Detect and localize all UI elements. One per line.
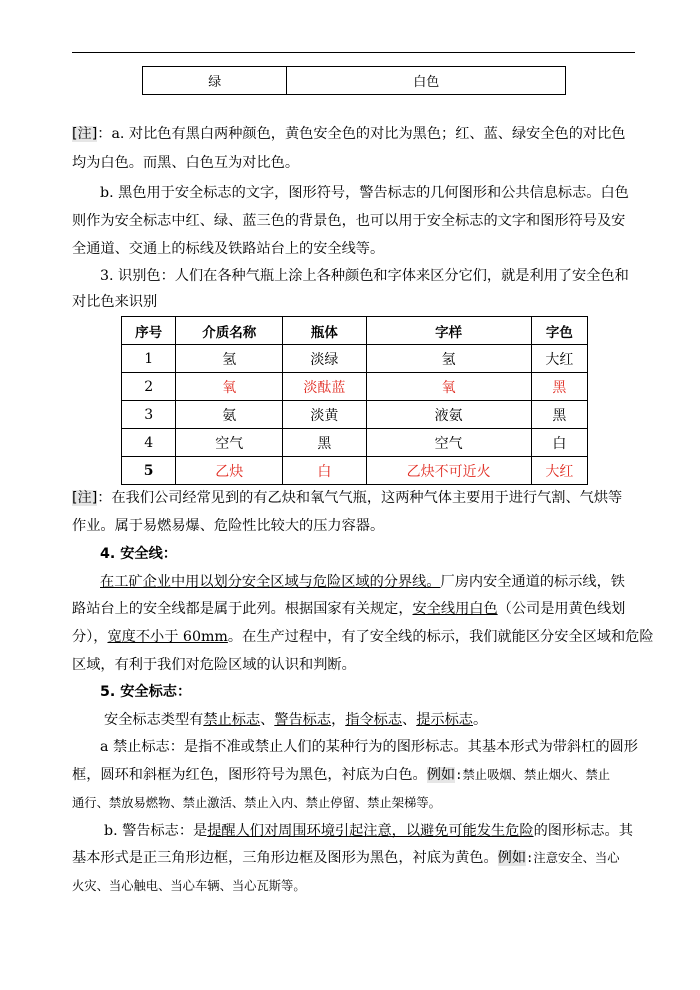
section4-heading: 4. 安全线： xyxy=(100,546,177,562)
text-span: :注意安全、当心 xyxy=(526,851,620,865)
section5-a-line2 xyxy=(72,765,610,785)
note1-line1 xyxy=(72,124,626,144)
section4-line2 xyxy=(72,599,625,619)
para3-line2: 对比色来识别 xyxy=(72,294,158,310)
table-cell: 大红 xyxy=(531,345,587,373)
text-span: 厂房内安全通道的标示线，铁 xyxy=(440,574,625,590)
text-span: （公司是用黄色线划 xyxy=(497,601,626,617)
table-cell: 2 xyxy=(122,373,176,401)
text-span: 的图形标志。其 xyxy=(533,823,633,839)
table-cell: 淡酞蓝 xyxy=(283,373,366,401)
type-prohibition: 禁止标志 xyxy=(203,712,261,728)
table-row xyxy=(122,345,588,373)
para3-line1: 3. 识别色：人们在各种气瓶上涂上各种颜色和字体来区分它们，就是利用了安全色和 xyxy=(100,268,629,284)
section5-b-line3: 火灾、当心触电、当心车辆、当心瓦斯等。 xyxy=(72,879,306,893)
column-header: 介质名称 xyxy=(176,317,283,345)
underlined-rule: 安全线用白色 xyxy=(412,601,498,617)
section4-line4: 区域，有利于我们对危险区域的认识和判断。 xyxy=(72,657,356,673)
example-label: 例如 xyxy=(426,767,456,783)
table-cell: 1 xyxy=(122,345,176,373)
text-span: 。 xyxy=(473,712,488,728)
table-cell: 白色 xyxy=(287,67,566,95)
para-b-line1: b. 黑色用于安全标志的文字，图形符号，警告标志的几何图形和公共信息标志。白色 xyxy=(100,185,629,201)
section5-types xyxy=(104,710,487,730)
table-cell: 黑 xyxy=(531,401,587,429)
underlined-definition: 在工矿企业中用以划分安全区域与危险区域的分界线。 xyxy=(100,574,441,590)
column-header: 字色 xyxy=(531,317,587,345)
text-span: 分）， xyxy=(72,629,108,645)
text-span: 路站台上的安全线都是属于此列。根据国家有关规定， xyxy=(72,601,413,617)
table-cell: 氧 xyxy=(366,373,531,401)
table-cell: 空气 xyxy=(176,429,283,457)
table-cell: 乙炔不可近火 xyxy=(366,457,531,485)
underlined-width: 宽度不小于 60mm xyxy=(107,629,228,645)
table-cell: 黑 xyxy=(531,373,587,401)
note1-text: ：a. 对比色有黑白两种颜色，黄色安全色的对比为黑色；红、蓝、绿安全色的对比色 xyxy=(97,126,626,142)
color-table xyxy=(142,66,566,95)
text-span: 框，圆环和斜框为红色，图形符号为黑色，衬底为白色。 xyxy=(72,767,427,783)
table-header-row xyxy=(122,317,588,345)
column-header: 瓶体 xyxy=(283,317,366,345)
column-header: 字样 xyxy=(366,317,531,345)
table-cell: 3 xyxy=(122,401,176,429)
note2-line2: 作业。属于易燃易爆、危险性比较大的压力容器。 xyxy=(72,518,385,534)
note2-text: ：在我们公司经常见到的有乙炔和氧气气瓶，这两种气体主要用于进行气割、气烘等 xyxy=(97,490,623,506)
text-span: ， xyxy=(331,712,346,728)
example-label: 例如 xyxy=(497,850,527,866)
table-cell: 乙炔 xyxy=(176,457,283,485)
table-cell: 空气 xyxy=(366,429,531,457)
table-cell: 绿 xyxy=(143,67,287,95)
note1-line2: 均为白色。而黑、白色互为对比色。 xyxy=(72,155,300,171)
table-cell: 4 xyxy=(122,429,176,457)
para-b-line2: 则作为安全标志中红、绿、蓝三色的背景色，也可以用于安全标志的文字和图形符号及安 xyxy=(72,213,626,229)
table-row xyxy=(122,429,588,457)
table-cell: 氢 xyxy=(366,345,531,373)
table-cell: 氨 xyxy=(176,401,283,429)
text-span: 安全标志类型有 xyxy=(104,712,204,728)
note-bracket: [注] xyxy=(72,126,98,142)
type-information: 提示标志 xyxy=(416,712,473,728)
type-mandatory: 指令标志 xyxy=(345,712,403,728)
table-cell: 黑 xyxy=(283,429,366,457)
table-cell: 白 xyxy=(283,457,366,485)
table-cell: 5 xyxy=(122,457,176,485)
table-cell: 淡绿 xyxy=(283,345,366,373)
section5-heading: 5. 安全标志： xyxy=(100,684,192,700)
gas-cylinder-table xyxy=(121,316,588,485)
section5-b-line1 xyxy=(104,821,633,841)
column-header: 序号 xyxy=(122,317,176,345)
table-row xyxy=(143,67,566,95)
text-span: 、 xyxy=(260,712,275,728)
section4-line1 xyxy=(100,572,625,592)
text-span: 、 xyxy=(402,712,417,728)
table-cell: 氧 xyxy=(176,373,283,401)
underlined-purpose: 提醒人们对周围环境引起注意，以避免可能发生危险 xyxy=(207,823,534,839)
table-cell: 氢 xyxy=(176,345,283,373)
note2-line1 xyxy=(72,488,622,508)
table-cell: 淡黄 xyxy=(283,401,366,429)
section5-a-line1: a 禁止标志：是指不准或禁止人们的某种行为的图形标志。其基本形式为带斜杠的圆形 xyxy=(100,739,638,755)
text-span: b. 警告标志：是 xyxy=(104,823,208,839)
type-warning: 警告标志 xyxy=(274,712,332,728)
table-cell: 液氨 xyxy=(366,401,531,429)
table-cell: 大红 xyxy=(531,457,587,485)
text-span: :禁止吸烟、禁止烟火、禁止 xyxy=(455,768,611,782)
table-row xyxy=(122,401,588,429)
header-rule xyxy=(72,52,635,53)
table-row xyxy=(122,373,588,401)
section5-a-line3: 通行、禁放易燃物、禁止激活、禁止入内、禁止停留、禁止架梯等。 xyxy=(72,796,441,810)
section5-b-line2 xyxy=(72,848,620,868)
text-span: 。在生产过程中，有了安全线的标示，我们就能区分安全区域和危险 xyxy=(227,629,654,645)
table-row xyxy=(122,457,588,485)
text-span: 基本形式是正三角形边框，三角形边框及图形为黑色，衬底为黄色。 xyxy=(72,850,498,866)
table-cell: 白 xyxy=(531,429,587,457)
note-bracket: [注] xyxy=(72,490,98,506)
section4-line3 xyxy=(72,627,654,647)
para-b-line3: 全通道、交通上的标线及铁路站台上的安全线等。 xyxy=(72,241,385,257)
